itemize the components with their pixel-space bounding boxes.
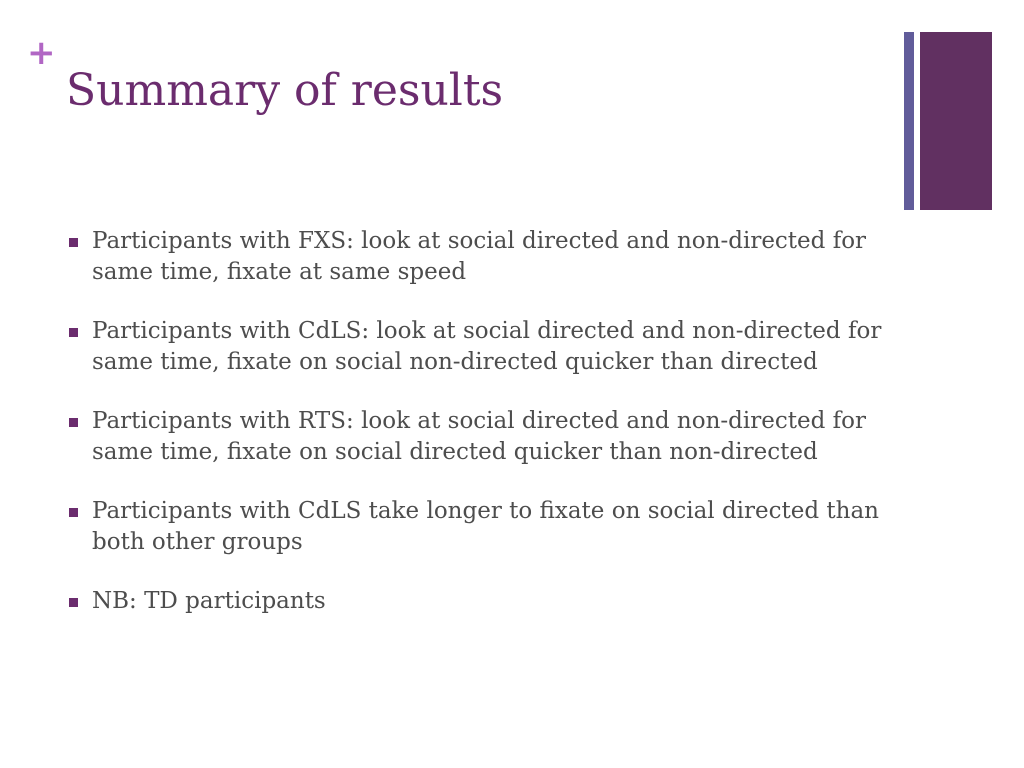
bullet-text: Participants with CdLS take longer to fixate on social directed than both other groups bbox=[92, 498, 879, 555]
square-bullet-icon bbox=[69, 508, 78, 517]
bullet-text: NB: TD participants bbox=[92, 588, 326, 614]
bullet-item bbox=[66, 496, 896, 558]
slide-title: Summary of results bbox=[66, 65, 504, 116]
bullet-text: Participants with CdLS: look at social directed and non-directed for same time, fixate on social non-directed quicker than directed bbox=[92, 318, 882, 375]
bullet-item bbox=[66, 406, 896, 468]
square-bullet-icon bbox=[69, 238, 78, 247]
bullet-item bbox=[66, 316, 896, 378]
bullet-text: Participants with RTS: look at social directed and non-directed for same time, fixate on social directed quicker than non-directed bbox=[92, 408, 866, 465]
square-bullet-icon bbox=[69, 328, 78, 337]
square-bullet-icon bbox=[69, 418, 78, 427]
bullet-item bbox=[66, 586, 896, 617]
square-bullet-icon bbox=[69, 598, 78, 607]
plus-icon: + bbox=[27, 33, 56, 73]
bullet-list bbox=[66, 226, 896, 645]
bullet-item bbox=[66, 226, 896, 288]
decorative-thick-bar bbox=[920, 32, 992, 210]
bullet-text: Participants with FXS: look at social directed and non-directed for same time, fixate at same speed bbox=[92, 228, 867, 285]
decorative-thin-bar bbox=[904, 32, 914, 210]
